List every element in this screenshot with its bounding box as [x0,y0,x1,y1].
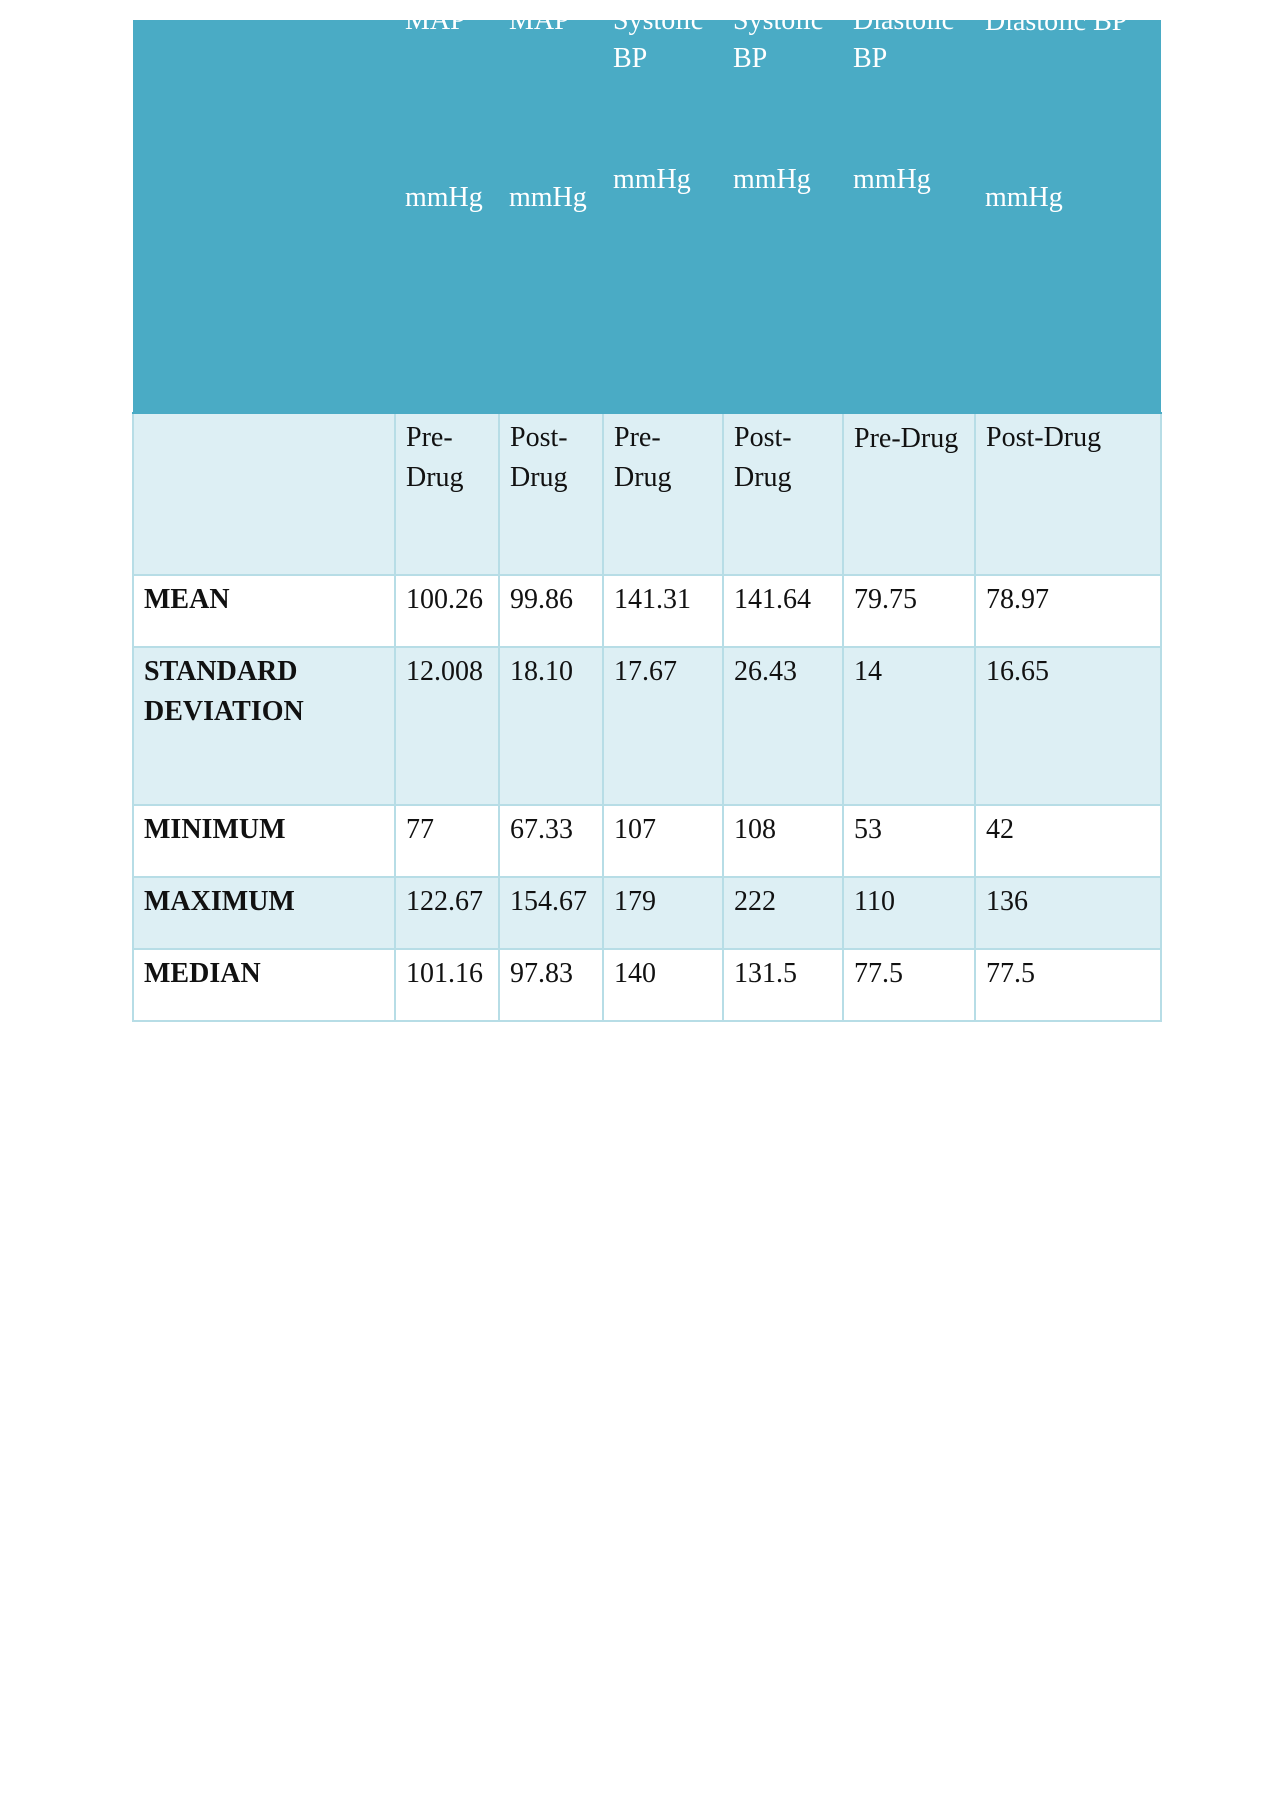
bp-statistics-table [132,5,1162,1022]
column-unit: mmHg [985,182,1063,213]
table-cell: 154.67 [499,877,603,949]
table-row [133,877,1161,949]
row-label: MAXIMUM [133,877,395,949]
header-corner-cell [133,21,395,413]
table-cell: 110 [843,877,975,949]
column-name: MAP [405,5,466,36]
table-cell: 17.67 [603,647,723,805]
column-name: MAP [509,5,570,36]
table-cell: 42 [975,805,1161,877]
header-cell [723,5,843,413]
table-cell: 179 [603,877,723,949]
table-cell: 79.75 [843,575,975,647]
table-row [133,647,1161,805]
table-cell: 122.67 [395,877,499,949]
subheader-cell: Pre-Drug [395,413,499,575]
subheader-cell: Post-Drug [723,413,843,575]
header-cell [603,5,723,413]
column-name: Diastolic BP [853,5,955,74]
table-cell: 67.33 [499,805,603,877]
subheader-cell: Post-Drug [975,413,1161,575]
table-row [133,949,1161,1021]
table-row [133,805,1161,877]
column-name: Systolic BP [613,5,704,74]
table-cell: 141.64 [723,575,843,647]
subheader-cell [843,413,975,575]
row-label: MINIMUM [133,805,395,877]
column-unit: mmHg [613,164,691,195]
table-cell: 140 [603,949,723,1021]
table-cell: 12.008 [395,647,499,805]
column-unit: mmHg [733,164,811,195]
subheader-text: Pre-Drug [854,423,959,454]
row-label: STANDARD DEVIATION [133,647,395,805]
table-cell: 136 [975,877,1161,949]
column-unit: mmHg [509,182,587,213]
table-cell: 53 [843,805,975,877]
table-cell: 77.5 [843,949,975,1021]
row-label: MEDIAN [133,949,395,1021]
subheader-cell: Post-Drug [499,413,603,575]
header-row [133,21,1161,413]
table-cell: 78.97 [975,575,1161,647]
header-cell [975,6,1161,413]
table-row [133,575,1161,647]
table-cell: 77.5 [975,949,1161,1021]
table-cell: 222 [723,877,843,949]
table-cell: 141.31 [603,575,723,647]
header-cell [843,5,975,413]
table-cell: 108 [723,805,843,877]
table-cell: 101.16 [395,949,499,1021]
subheader-corner-cell [133,413,395,575]
column-unit: mmHg [405,182,483,213]
row-label: MEAN [133,575,395,647]
column-name: Diastolic BP [985,6,1128,37]
table-cell: 100.26 [395,575,499,647]
table-cell: 77 [395,805,499,877]
table-cell: 18.10 [499,647,603,805]
table-cell: 99.86 [499,575,603,647]
table-cell: 16.65 [975,647,1161,805]
column-name: Systolic BP [733,5,824,74]
table-cell: 14 [843,647,975,805]
subheader-cell: Pre-Drug [603,413,723,575]
table-cell: 97.83 [499,949,603,1021]
column-unit: mmHg [853,164,931,195]
table-cell: 107 [603,805,723,877]
table-cell: 26.43 [723,647,843,805]
subheader-row [133,413,1161,575]
header-cell [499,5,603,413]
table-cell: 131.5 [723,949,843,1021]
header-cell [395,5,499,413]
